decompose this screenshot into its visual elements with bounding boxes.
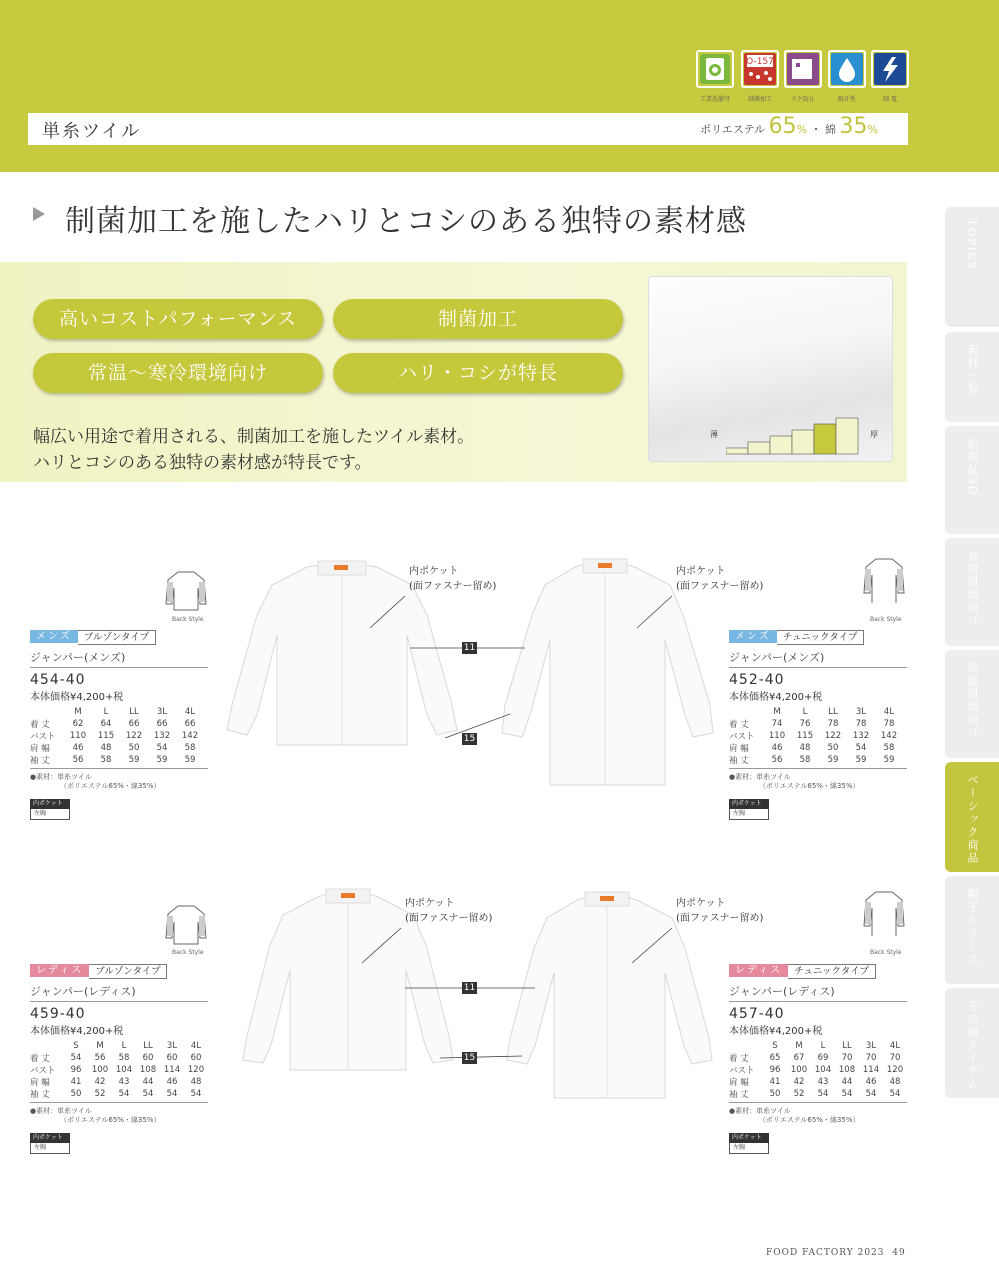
size-row — [30, 1064, 208, 1076]
size-row — [729, 718, 903, 730]
feature-pill: ハリ・コシが特長 — [333, 353, 623, 393]
measure-value: 120 — [886, 1065, 904, 1075]
measure-value: 62 — [72, 719, 84, 729]
material-line: （ポリエステル65%・綿35%） — [60, 1116, 161, 1124]
size-header: 3L — [855, 707, 867, 717]
callout-line: 内ポケット — [409, 566, 459, 577]
pocket-box — [30, 1133, 70, 1154]
measure-value: 70 — [841, 1053, 853, 1063]
dimension-badge: 15 — [463, 734, 476, 744]
description-line: ハリとコシのある独特の素材感が特長です。 — [33, 453, 372, 473]
size-header-row — [30, 706, 204, 718]
size-header: 4L — [190, 1041, 202, 1051]
measure-value: 41 — [70, 1077, 82, 1087]
divider — [30, 1001, 208, 1002]
measure-value: 58 — [100, 755, 112, 765]
measure-value: 54 — [190, 1089, 202, 1099]
measure-value: 96 — [70, 1065, 82, 1075]
measure-value: 54 — [817, 1089, 829, 1099]
material-note — [30, 773, 208, 791]
measure-value: 48 — [100, 743, 112, 753]
measure-value: 50 — [827, 743, 839, 753]
material-note — [30, 1107, 208, 1125]
pocket-callout — [409, 564, 496, 594]
measure-value: 100 — [91, 1065, 109, 1075]
product-spec-457-40 — [729, 964, 907, 1154]
measure-value: 108 — [838, 1065, 856, 1075]
measure-value: 76 — [799, 719, 811, 729]
measure-value: 60 — [142, 1053, 154, 1063]
measure-value: 74 — [771, 719, 783, 729]
size-row — [30, 742, 204, 754]
back-style-label: Back Style — [172, 949, 204, 956]
size-header: L — [802, 707, 808, 717]
size-header: LL — [828, 707, 838, 717]
dimension-badge: 11 — [463, 643, 476, 653]
pocket-box — [729, 799, 769, 820]
measure-value: 122 — [824, 731, 842, 741]
measure-value: 142 — [181, 731, 199, 741]
measure-value: 54 — [70, 1053, 82, 1063]
measure-value: 132 — [852, 731, 870, 741]
product-code: 454-40 — [30, 672, 86, 688]
thickness-level-bar — [726, 448, 748, 454]
measure-value: 56 — [72, 755, 84, 765]
measure-value: 43 — [817, 1077, 829, 1087]
measure-value: 54 — [855, 743, 867, 753]
callout-line: 内ポケット — [405, 898, 455, 909]
size-header: LL — [842, 1041, 852, 1051]
size-header: 4L — [883, 707, 895, 717]
pocket-box — [30, 799, 70, 820]
size-row — [30, 754, 204, 766]
material-line: ●素材：単糸ツイル — [729, 773, 791, 781]
measure-value: 122 — [125, 731, 143, 741]
measure-value: 50 — [70, 1089, 82, 1099]
size-table — [729, 706, 903, 766]
measure-value: 78 — [883, 719, 895, 729]
divider — [30, 1102, 208, 1103]
product-code: 457-40 — [729, 1006, 785, 1022]
divider — [30, 768, 208, 769]
measure-value: 59 — [827, 755, 839, 765]
measure-label: 肩 幅 — [729, 744, 749, 754]
back-style-jacket-icon — [164, 566, 208, 614]
thickness-level-bar — [770, 436, 792, 454]
measure-value: 42 — [94, 1077, 106, 1087]
size-header: M — [96, 1041, 104, 1051]
measure-label: 着 丈 — [729, 1054, 749, 1064]
back-style-label: Back Style — [870, 949, 902, 956]
size-row — [30, 718, 204, 730]
measure-value: 46 — [865, 1077, 877, 1087]
measure-value: 60 — [190, 1053, 202, 1063]
material-note — [729, 1107, 907, 1125]
anti-see-through-label: スケ防止 — [790, 96, 815, 103]
measure-value: 70 — [865, 1053, 877, 1063]
divider — [729, 1001, 907, 1002]
measure-value: 110 — [768, 731, 786, 741]
measure-label: バスト — [729, 732, 755, 742]
thickness-level-bar — [792, 430, 814, 454]
measure-value: 59 — [156, 755, 168, 765]
size-row — [30, 1076, 208, 1088]
pocket-value: 左胸 — [30, 1143, 70, 1154]
page-number: 49 — [892, 1248, 906, 1258]
measure-value: 114 — [862, 1065, 880, 1075]
measure-value: 142 — [880, 731, 898, 741]
side-tab-other[interactable] — [945, 988, 999, 1098]
measure-value: 100 — [790, 1065, 808, 1075]
size-header: S — [73, 1041, 79, 1051]
size-row — [729, 1076, 907, 1088]
measure-value: 66 — [184, 719, 196, 729]
size-header: M — [74, 707, 82, 717]
dimension-badge: 15 — [463, 1053, 476, 1063]
side-tab-room-temp[interactable] — [945, 650, 999, 758]
callout-line: 内ポケット — [676, 898, 726, 909]
measure-value: 44 — [841, 1077, 853, 1087]
measure-value: 46 — [72, 743, 84, 753]
measure-value: 42 — [793, 1077, 805, 1087]
measure-value: 104 — [814, 1065, 832, 1075]
pocket-header: 内ポケット — [30, 1133, 70, 1143]
size-header: 4L — [889, 1041, 901, 1051]
pocket-value: 左胸 — [729, 1143, 769, 1154]
divider — [30, 667, 208, 668]
measure-value: 54 — [166, 1089, 178, 1099]
measure-label: 着 丈 — [30, 1054, 50, 1064]
sweat-absorb-icon — [828, 50, 866, 88]
material-note — [729, 773, 907, 791]
side-tab-basic[interactable] — [945, 762, 999, 872]
measure-value: 132 — [153, 731, 171, 741]
material-line: （ポリエステル65%・綿35%） — [759, 1116, 860, 1124]
side-tab-label: 着用環境向け — [966, 550, 979, 628]
pocket-box — [729, 1133, 769, 1154]
measure-value: 58 — [883, 743, 895, 753]
measure-value: 59 — [883, 755, 895, 765]
size-row — [30, 1088, 208, 1100]
measure-value: 41 — [769, 1077, 781, 1087]
side-tab-label: 新商品3D — [966, 438, 979, 497]
measure-value: 54 — [156, 743, 168, 753]
size-header-row — [729, 1040, 907, 1052]
measure-label: バスト — [30, 1066, 56, 1076]
footer — [766, 1248, 906, 1258]
divider — [729, 768, 907, 769]
measure-value: 58 — [799, 755, 811, 765]
thickness-thick-label: 厚 — [870, 430, 878, 439]
percent-unit: % — [796, 123, 808, 136]
measure-value: 59 — [184, 755, 196, 765]
material-b-percent: 35 — [839, 114, 868, 139]
measure-value: 108 — [139, 1065, 157, 1075]
callout-line: 内ポケット — [676, 566, 726, 577]
side-tab-caps[interactable] — [945, 876, 999, 984]
measure-label: 肩 幅 — [729, 1078, 749, 1088]
material-line: ●素材：単糸ツイル — [30, 773, 92, 781]
feature-pill: 常温～寒冷環境向け — [33, 353, 323, 393]
product-spec-454-40 — [30, 630, 208, 820]
thickness-level-bar — [814, 424, 836, 454]
washing-icon — [696, 50, 734, 88]
product-name: ジャンパー(レディス) — [30, 985, 136, 998]
antibacterial-label: 制菌加工 — [747, 96, 772, 103]
back-style-jacket-icon — [164, 900, 208, 948]
measure-value: 58 — [184, 743, 196, 753]
separator: ・ — [810, 123, 822, 136]
size-row — [729, 730, 903, 742]
product-name: ジャンパー(メンズ) — [30, 651, 126, 664]
measure-value: 52 — [793, 1089, 805, 1099]
measure-value: 44 — [142, 1077, 154, 1087]
measure-value: 66 — [156, 719, 168, 729]
measure-value: 69 — [817, 1053, 829, 1063]
measure-value: 120 — [187, 1065, 205, 1075]
product-name: ジャンパー(メンズ) — [729, 651, 825, 664]
size-header: LL — [129, 707, 139, 717]
type-badge: チュニックタイプ — [777, 630, 865, 645]
thickness-level-bar — [748, 442, 770, 454]
anti-see-through-icon — [784, 50, 822, 88]
measure-value: 115 — [796, 731, 814, 741]
callout-line: (面ファスナー留め) — [676, 913, 764, 924]
measure-label: 着 丈 — [729, 720, 749, 730]
measure-value: 54 — [889, 1089, 901, 1099]
size-row — [729, 1052, 907, 1064]
size-header-row — [729, 706, 903, 718]
description-line: 幅広い用途で着用される、制菌加工を施したツイル素材。 — [33, 427, 475, 447]
headline: 制菌加工を施したハリとコシのある独特の素材感 — [65, 204, 747, 239]
measure-value: 114 — [163, 1065, 181, 1075]
side-tab-new-3d[interactable] — [945, 426, 999, 534]
size-row — [729, 1088, 907, 1100]
fabric-composition — [700, 114, 878, 139]
washing-label: 工業洗濯可 — [699, 96, 730, 103]
product-code: 459-40 — [30, 1006, 86, 1022]
callout-line: (面ファスナー留め) — [405, 913, 493, 924]
measure-value: 59 — [855, 755, 867, 765]
measure-label: バスト — [30, 732, 56, 742]
fabric-name: 単糸ツイル — [42, 121, 142, 142]
thickness-thin-label: 薄 — [710, 430, 718, 439]
measure-value: 50 — [769, 1089, 781, 1099]
size-header: LL — [143, 1041, 153, 1051]
measure-label: 袖 丈 — [729, 756, 749, 766]
material-line: ●素材：単糸ツイル — [729, 1107, 791, 1115]
side-tab-label: 常温環境向け — [966, 662, 979, 740]
fabric-bar — [28, 113, 908, 145]
category-badge: レディス — [30, 964, 89, 977]
measure-value: 52 — [94, 1089, 106, 1099]
type-badge: ブルゾンタイプ — [89, 964, 167, 979]
measure-value: 60 — [166, 1053, 178, 1063]
size-table — [30, 1040, 208, 1100]
measure-label: 肩 幅 — [30, 1078, 50, 1088]
sweat-absorb-label: 吸汗性 — [837, 96, 856, 103]
product-spec-459-40 — [30, 964, 208, 1154]
svg-text:O-157: O-157 — [746, 57, 774, 67]
size-header: L — [103, 707, 109, 717]
measure-value: 70 — [889, 1053, 901, 1063]
product-spec-452-40 — [729, 630, 907, 820]
product-code: 452-40 — [729, 672, 785, 688]
measure-value: 46 — [771, 743, 783, 753]
product-price: 本体価格¥4,200+税 — [30, 692, 124, 703]
pocket-callout — [676, 896, 763, 926]
antistatic-icon — [871, 50, 909, 88]
category-badge: メンズ — [30, 630, 78, 643]
measure-value: 48 — [889, 1077, 901, 1087]
product-name: ジャンパー(レディス) — [729, 985, 835, 998]
measure-label: 袖 丈 — [30, 1090, 50, 1100]
size-header-row — [30, 1040, 208, 1052]
side-tab-label: その他アイテム — [966, 1000, 979, 1091]
size-table — [729, 1040, 907, 1100]
side-tab-topics[interactable] — [945, 207, 999, 327]
feature-pill: 高いコストパフォーマンス — [33, 299, 323, 339]
measure-value: 48 — [190, 1077, 202, 1087]
material-b: 綿 — [825, 123, 837, 136]
measure-value: 58 — [118, 1053, 130, 1063]
antistatic-label: 制 電 — [883, 96, 897, 103]
measure-value: 64 — [100, 719, 112, 729]
size-header: M — [795, 1041, 803, 1051]
antibacterial-icon — [741, 50, 779, 88]
size-header: 3L — [865, 1041, 877, 1051]
measure-label: 袖 丈 — [729, 1090, 749, 1100]
size-header: 3L — [156, 707, 168, 717]
side-tab-environment[interactable] — [945, 538, 999, 646]
back-style-tunic-icon — [862, 555, 906, 603]
size-row — [30, 730, 204, 742]
size-header: 4L — [184, 707, 196, 717]
type-badge: チュニックタイプ — [788, 964, 876, 979]
callout-line: (面ファスナー留め) — [676, 581, 764, 592]
measure-value: 54 — [841, 1089, 853, 1099]
side-tab-materials[interactable] — [945, 332, 999, 422]
measure-label: 肩 幅 — [30, 744, 50, 754]
product-price: 本体価格¥4,200+税 — [729, 1026, 823, 1037]
divider — [729, 667, 907, 668]
measure-value: 56 — [94, 1053, 106, 1063]
back-style-tunic-icon — [862, 888, 906, 936]
material-a: ポリエステル — [700, 123, 766, 136]
size-header: 3L — [166, 1041, 178, 1051]
pocket-header: 内ポケット — [30, 799, 70, 809]
material-line: ●素材：単糸ツイル — [30, 1107, 92, 1115]
measure-value: 65 — [769, 1053, 781, 1063]
measure-value: 54 — [865, 1089, 877, 1099]
percent-unit: % — [867, 123, 878, 136]
size-header: M — [773, 707, 781, 717]
pocket-value: 左胸 — [30, 809, 70, 820]
size-header: L — [820, 1041, 826, 1051]
measure-label: 着 丈 — [30, 720, 50, 730]
pocket-value: 左胸 — [729, 809, 769, 820]
measure-label: バスト — [729, 1066, 755, 1076]
measure-value: 59 — [128, 755, 140, 765]
dimension-badge: 11 — [463, 983, 476, 993]
measure-value: 78 — [855, 719, 867, 729]
size-row — [729, 754, 903, 766]
side-tab-label: 素材一覧 — [966, 344, 979, 396]
fabric-swatch-image — [648, 276, 893, 462]
size-row — [729, 1064, 907, 1076]
thickness-meter — [726, 414, 866, 460]
back-style-label: Back Style — [870, 616, 902, 623]
material-a-percent: 65 — [768, 114, 797, 139]
pocket-callout — [405, 896, 492, 926]
pocket-header: 内ポケット — [729, 799, 769, 809]
measure-value: 43 — [118, 1077, 130, 1087]
material-line: （ポリエステル65%・綿35%） — [60, 782, 161, 790]
size-row — [30, 1052, 208, 1064]
measure-value: 56 — [771, 755, 783, 765]
product-price: 本体価格¥4,200+税 — [729, 692, 823, 703]
measure-value: 66 — [128, 719, 140, 729]
side-tab-label: TOPICS — [965, 219, 979, 271]
measure-value: 54 — [142, 1089, 154, 1099]
size-header: S — [772, 1041, 778, 1051]
measure-value: 46 — [166, 1077, 178, 1087]
measure-value: 50 — [128, 743, 140, 753]
feature-pill: 制菌加工 — [333, 299, 623, 339]
measure-value: 67 — [793, 1053, 805, 1063]
size-row — [729, 742, 903, 754]
measure-value: 104 — [115, 1065, 133, 1075]
size-table — [30, 706, 204, 766]
measure-value: 48 — [799, 743, 811, 753]
type-badge: ブルゾンタイプ — [78, 630, 156, 645]
footer-title: FOOD FACTORY 2023 — [766, 1248, 885, 1258]
product-price: 本体価格¥4,200+税 — [30, 1026, 124, 1037]
side-tab-label: ベーシック商品 — [966, 774, 979, 865]
size-header: L — [121, 1041, 127, 1051]
category-badge: メンズ — [729, 630, 777, 643]
measure-value: 78 — [827, 719, 839, 729]
measure-value: 110 — [69, 731, 87, 741]
back-style-label: Back Style — [172, 616, 204, 623]
measure-value: 54 — [118, 1089, 130, 1099]
pocket-header: 内ポケット — [729, 1133, 769, 1143]
side-tab-label: 帽子シリーズ — [966, 888, 979, 966]
headline-arrow-icon — [33, 207, 45, 221]
material-line: （ポリエステル65%・綿35%） — [759, 782, 860, 790]
measure-value: 96 — [769, 1065, 781, 1075]
measure-label: 袖 丈 — [30, 756, 50, 766]
pocket-callout — [676, 564, 763, 594]
measure-value: 115 — [97, 731, 115, 741]
thickness-level-bar — [836, 418, 858, 454]
callout-line: (面ファスナー留め) — [409, 581, 497, 592]
category-badge: レディス — [729, 964, 788, 977]
divider — [729, 1102, 907, 1103]
